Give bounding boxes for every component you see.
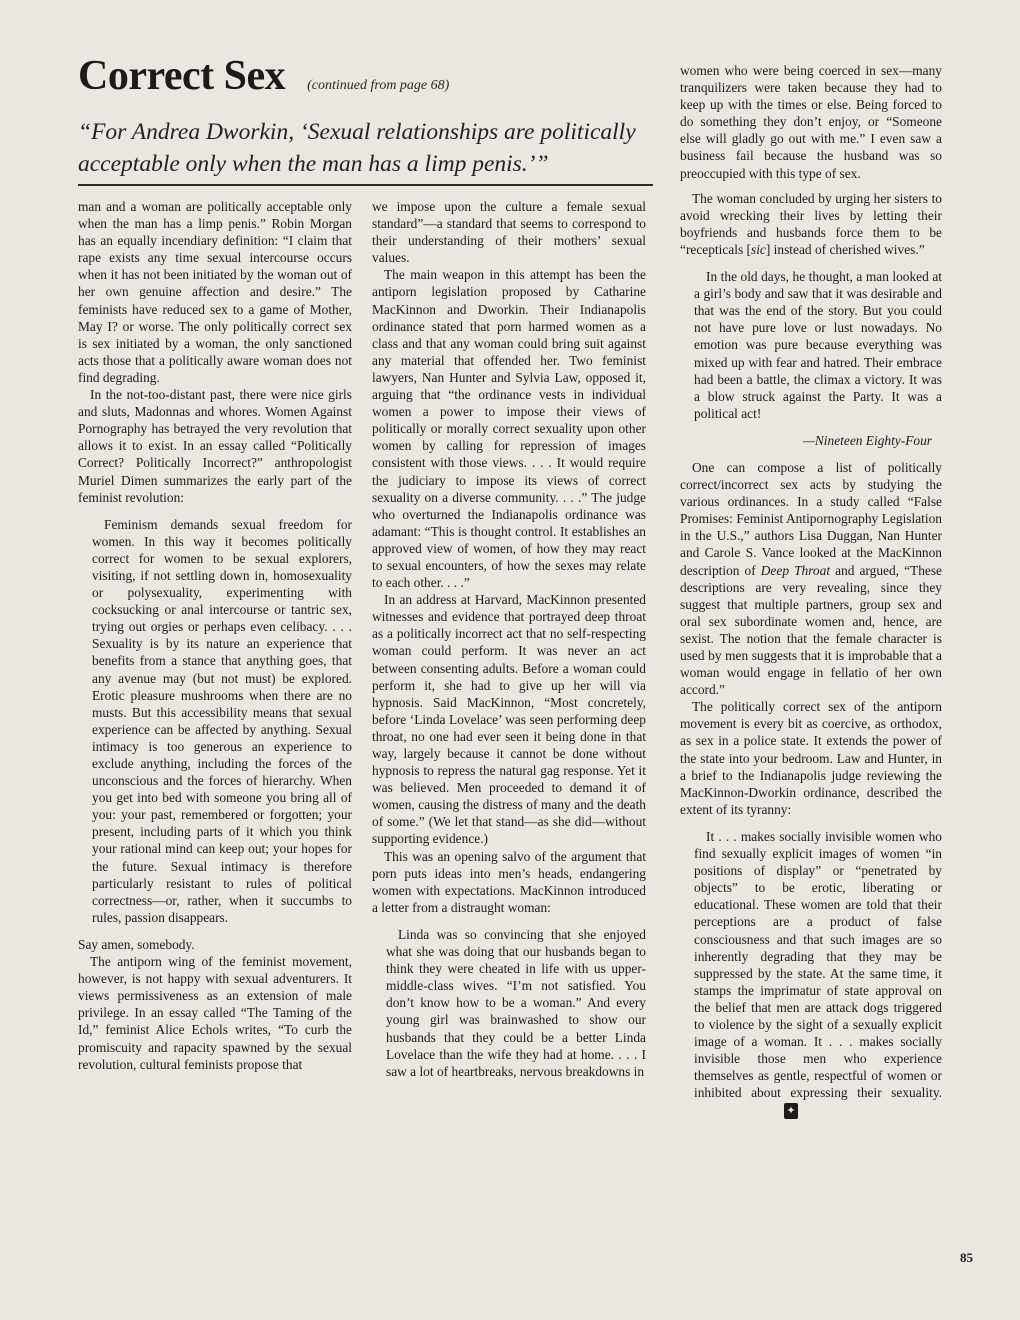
paragraph: The main weapon in this attempt has been the antiporn legislation proposed by Catharine MacKinnon and Dworkin. Their Indianapolis ordinance stated that porn harmed women as a class and that any woman could bring suit against any material that offended her. Two feminist lawyers, Nan Hunter and Sylvia Law, opposed it, arguing that “the ordinance vests in individual women a power to impose their views of politically or morally correct sexuality upon other women by calling for repression of images consistent with those views. . . . It would require the judiciary to impose its views of correct sexuality on a diverse community. . . .” The judge who overturned the Indianapolis ordinance was adamant: “This is thought control. It establishes an approved view of women, of how they may react to sexual encounters, of how the sexes may relate to each other. . . .” [372, 267, 646, 591]
divider [78, 184, 653, 186]
text-run: One can compose a list of politically correct/incorrect sex acts by studying the various ordinances. In a study called “False Promises: Feminist Antipornography Legislation in the U.S.,” authors Lisa Duggan, Nan Hunter and Carole S. Vance looked at the MacKinnon description of [680, 459, 942, 578]
column-2 [372, 198, 646, 1090]
text-run: ] instead of cherished wives.” [765, 241, 925, 257]
epigraph-quote: In the old days, he thought, a man looked at a girl’s body and saw that it was desirable and that was the end of the story. But you could not have pure love or lust nowadays. No emotion was pure because everything was mixed up with fear and hatred. Their embrace had been a battle, the climax a victory. It was a blow struck against the Party. It was a political act! [694, 269, 942, 421]
quote-text: It . . . makes socially invisible women who find sexually explicit images of women “in positions of display” or “penetrated by objects” to be erotic, liberating or educational. These women are told that their perceptions are a product of false consciousness and that such images are so inherently degrading that they may be suppressed by the state. At the same time, it stamps the imprimatur of state approval on the belief that men are attack dogs triggered to violence by the sight of a sexually explicit image of a woman. It . . . makes socially invisible those men who experience themselves as gentle, respectful of women or inhibited about expressing their sexuality. [694, 828, 942, 1101]
block-quote: Feminism demands sexual freedom for women. In this way it becomes politically correct for women to be sexual explorers, visiting, if not settling down in, homosexuality or polysexuality, experimenting with cocksucking or anal intercourse or tantric sex, trying out orgies or perhaps even celibacy. . . . Sexuality is by its nature an experience that benefits from a stance that anything goes, that any avenue may (but not must) be explored. Erotic pleasure mushrooms when there are no musts. But this accessibility means that sexual experience can be affected by anything. Sexual intimacy is too generous an experience to exclude anything, including the forces of the unconscious and the forces of hierarchy. When you get into bed with someone you bring all of you: your past, remembered or forgotten; your present, including parts of it which you think your rational mind can keep out; your hopes for the future. Sexual intimacy is therefore particularly resistant to rules of political correctness—or, rather, when it succumbs to rules, passion disappears. [92, 516, 352, 925]
paragraph: we impose upon the culture a female sexual standard”—a standard that seems to correspond to their understanding of their mothers’ sexual values. [372, 199, 646, 266]
paragraph: Say amen, somebody. [78, 936, 195, 952]
column-1 [78, 198, 352, 1073]
block-quote [694, 828, 942, 1119]
block-quote-continued: women who were being coerced in sex—many tranquilizers were taken because they had to keep up with the times or else. Being forced to do something they don’t enjoy, or “Someone else will gladly go out with me.” I even saw a business fail because the husband was so preoccupied with this type of sex. [680, 63, 942, 181]
film-title: Deep Throat [760, 562, 831, 578]
column-3 [680, 62, 942, 1129]
paragraph [680, 190, 942, 258]
paragraph [680, 459, 942, 698]
paragraph: In the not-too-distant past, there were nice girls and sluts, Madonnas and whores. Women Against Pornography has betrayed the very revolution that allows it to exist. In an essay called “Politically Correct? Politically Incorrect?” anthropologist Muriel Dimen summarizes the early part of the feminist revolution: [78, 387, 352, 505]
paragraph: The antiporn wing of the feminist movement, however, is not happy with sexual adventurers. It views permissiveness as an extension of male privilege. In an essay called “The Taming of the Id,” feminist Alice Echols writes, “To curb the promiscuity and rapacity spawned by the sexual revolution, cultural feminists propose that [78, 954, 352, 1072]
page-number: 85 [960, 1250, 973, 1265]
text-run: and argued, “These descriptions are very revealing, since they suggest that multiple partners, group sex and oral sex subordinate women and, hence, are sexist. The notion that the female character is used by men suggests that it is improbable that a woman would engage in fellatio of her own accord.” [680, 562, 942, 698]
paragraph: In an address at Harvard, MacKinnon presented witnesses and evidence that portrayed deep throat as a politically incorrect act that no self-respecting woman could perform. It was never an act between consenting adults. Before a woman could perform it, she had to give up her will via hypnosis. Said MacKinnon, “Most concretely, before ‘Linda Lovelace’ was seen performing deep throat, no one had ever seen it being done in that way, largely because it cannot be done without hypnosis to repress the natural gag response. Yet it was believed. Men proceeded to demand it of women, causing the distress of many and the death of some.” (We let that stand—as she did—without supporting evidence.) [372, 592, 646, 847]
article-header [78, 52, 658, 100]
text-run: The woman concluded by urging her sisters to avoid wrecking their lives by letting their boyfriends and husbands force them to be “recepticals [ [680, 190, 942, 257]
sic-mark: sic [751, 241, 766, 257]
paragraph: man and a woman are politically acceptable only when the man has a limp penis.” Robin Morgan has an equally incendiary definition: “I claim that rape exists any time sexual intercourse occurs when it has not been initiated by the woman out of her own genuine affection and desire.” The feminists have reduced sex to a game of Mother, May I? or worse. The only politically correct sex is sex initiated by a woman, the only sanctioned acts those that a politically aware woman does not find degrading. [78, 199, 352, 385]
quote-attribution: —Nineteen Eighty-Four [802, 432, 932, 448]
paragraph: The politically correct sex of the antiporn movement is every bit as coercive, as orthodox, as sex in a police state. It extends the power of the state into your bedroom. Law and Hunter, in a brief to the Indianapolis judge reviewing the MacKinnon-Dworkin ordinance, described the extent of its tyranny: [680, 699, 942, 817]
pull-quote: “For Andrea Dworkin, ‘Sexual relationships are politically acceptable only when the man has a limp penis.’” [78, 119, 636, 177]
rabbit-head-icon: ✦ [784, 1103, 798, 1119]
article-title: Correct Sex [78, 53, 286, 99]
continued-note: (continued from page 68) [307, 78, 450, 93]
block-quote: Linda was so convincing that she enjoyed what she was doing that our husbands began to think they were cheated in life with us upper-middle-class wives. “I’m not satisfied. You don’t know how to be a woman.” And every young girl was brainwashed to show our husbands that they could be a better Linda Lovelace than the wife they had at home. . . . I saw a lot of heartbreaks, nervous breakdowns in [386, 926, 646, 1079]
paragraph: This was an opening salvo of the argument that porn puts ideas into men’s heads, endangering women with expectations. MacKinnon introduced a letter from a distraught woman: [372, 848, 646, 915]
